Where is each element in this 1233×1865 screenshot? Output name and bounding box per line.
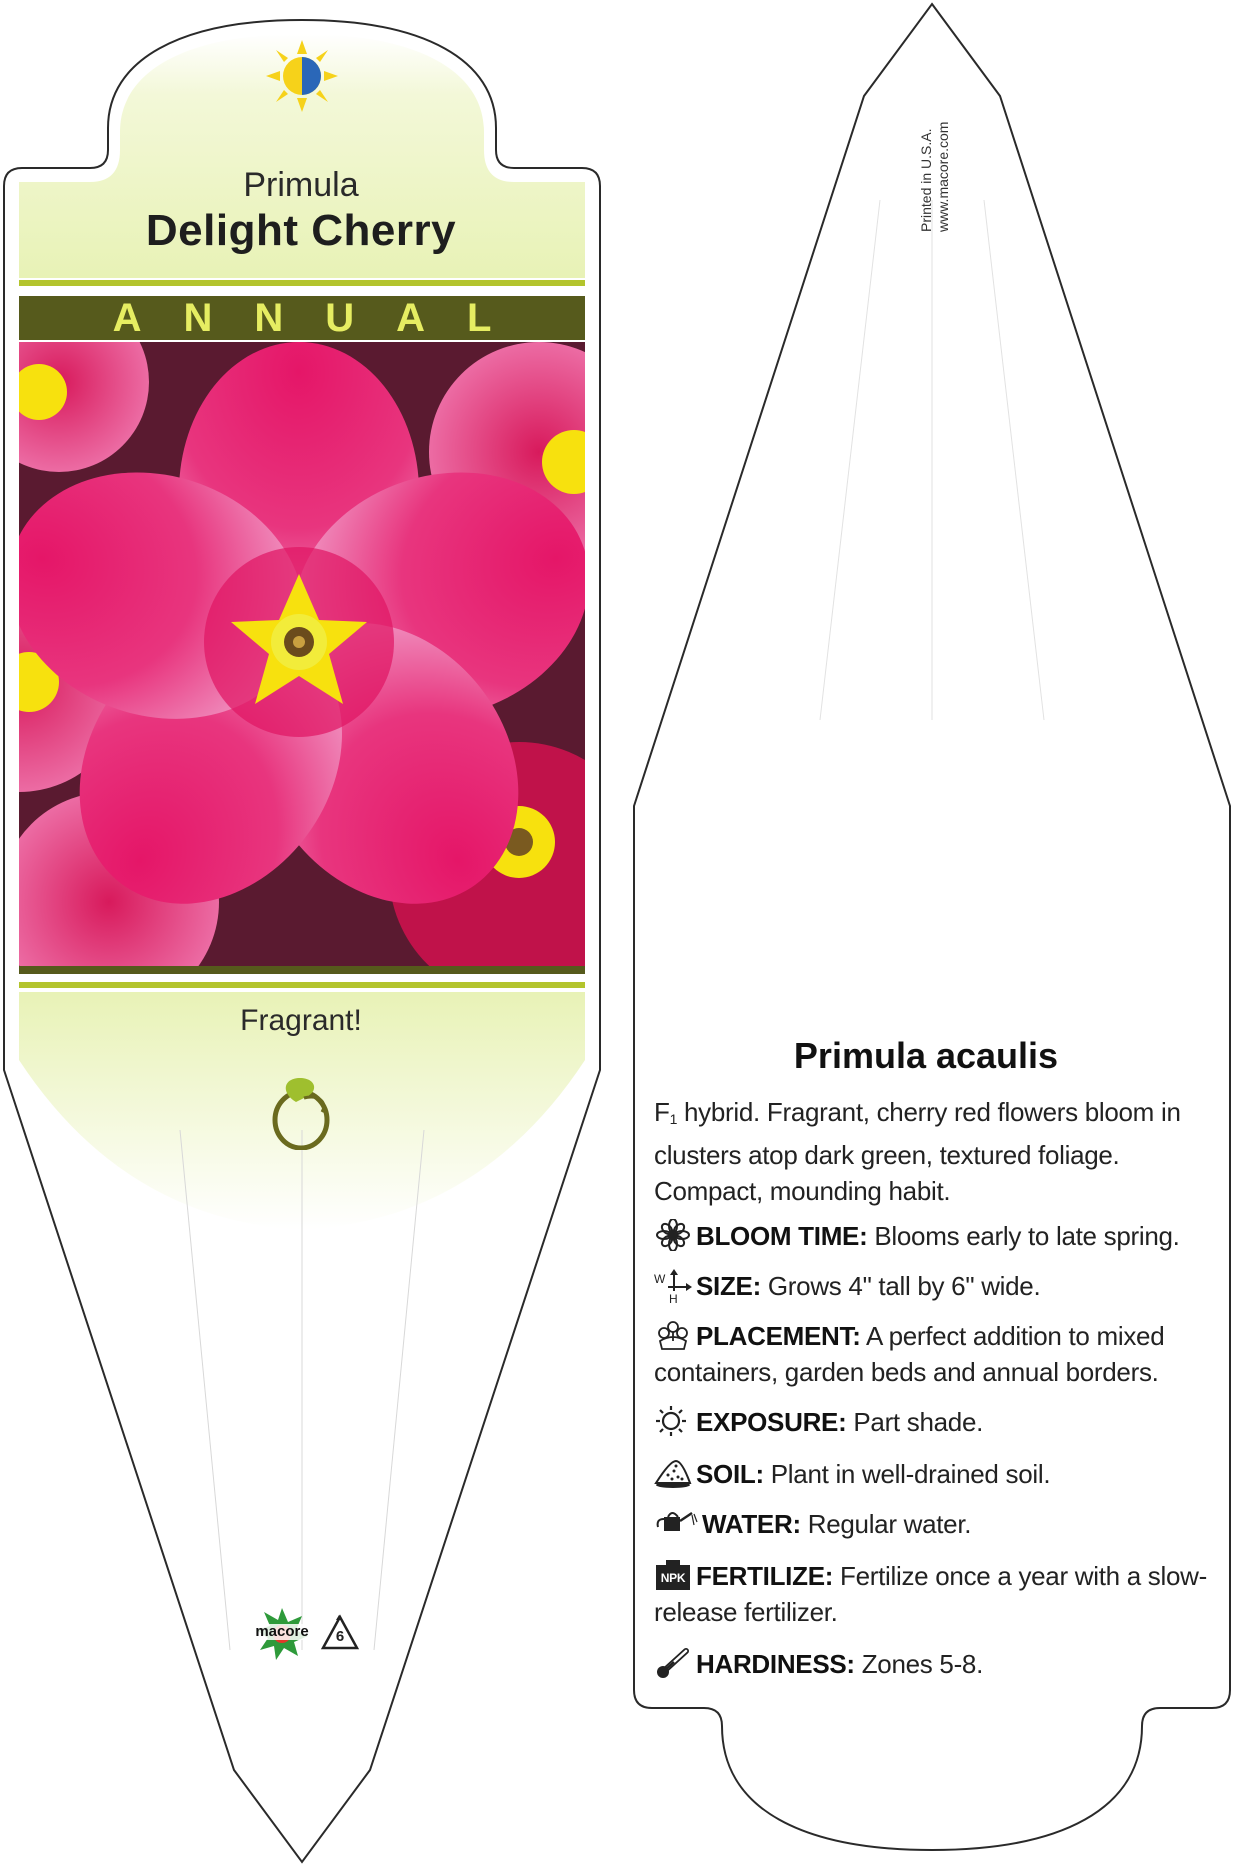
info-size <box>654 1268 1214 1304</box>
soil-icon <box>654 1457 692 1489</box>
placement-icon <box>654 1319 692 1351</box>
watering-can-icon <box>654 1507 698 1539</box>
size-w-label: W <box>654 1272 666 1286</box>
npk-label: NPK <box>660 1571 686 1585</box>
info-hardiness <box>654 1646 1214 1682</box>
size-icon <box>654 1269 692 1306</box>
recycle-code: 6 <box>335 1628 345 1645</box>
feature-text: Fragrant! <box>240 1004 362 1037</box>
info-placement <box>654 1318 1214 1390</box>
part-sun-icon <box>264 38 340 114</box>
bloom-time-text: Blooms early to late spring. <box>867 1221 1180 1251</box>
soil-text: Plant in well-drained soil. <box>763 1459 1051 1489</box>
size-text: Grows 4" tall by 6" wide. <box>760 1271 1041 1301</box>
water-text: Regular water. <box>800 1509 972 1539</box>
size-label: SIZE: <box>696 1271 761 1301</box>
exposure-text: Part shade. <box>846 1407 984 1437</box>
category-label: ANNUAL <box>112 296 534 340</box>
description-prefix: F <box>654 1097 670 1127</box>
accent-line <box>19 280 585 286</box>
fertilize-label: FERTILIZE: <box>696 1561 834 1591</box>
description-text: hybrid. Fragrant, cherry red flowers bloom in clusters atop dark green, textured foliage. Compact, mounding habit. <box>654 1097 1181 1206</box>
flower-icon <box>654 1219 692 1251</box>
size-h-label: H <box>669 1292 678 1306</box>
thermometer-icon <box>654 1647 692 1679</box>
fertilize-text: Fertilize once a year with a slow-release fertilizer. <box>654 1561 1207 1627</box>
water-label: WATER: <box>702 1509 801 1539</box>
fertilizer-icon <box>654 1559 692 1591</box>
printed-note <box>918 122 952 232</box>
printed-line2: www.macore.com <box>935 121 951 232</box>
genus-name: Primula <box>243 166 359 204</box>
soil-label: SOIL: <box>696 1459 764 1489</box>
recycle-icon <box>320 1614 360 1654</box>
brand-logo <box>244 1606 320 1662</box>
info-soil <box>654 1456 1214 1492</box>
sun-icon <box>654 1405 692 1437</box>
description-subscript: 1 <box>669 1111 678 1127</box>
placement-text: A perfect addition to mixed containers, garden beds and annual borders. <box>654 1321 1165 1387</box>
sprout-icon <box>266 1072 336 1150</box>
scientific-name: Primula acaulis <box>793 1035 1059 1076</box>
info-bloom-time <box>654 1218 1214 1254</box>
info-exposure <box>654 1404 1214 1440</box>
cultivar-name: Delight Cherry <box>145 206 457 255</box>
brand-text: macore <box>244 1624 320 1640</box>
hardiness-label: HARDINESS: <box>696 1649 855 1679</box>
bloom-time-label: BLOOM TIME: <box>696 1221 868 1251</box>
exposure-label: EXPOSURE: <box>696 1407 847 1437</box>
info-fertilize <box>654 1558 1214 1630</box>
flower-photo <box>19 342 585 966</box>
printed-line1: Printed in U.S.A. <box>918 128 934 232</box>
hardiness-text: Zones 5-8. <box>854 1649 984 1679</box>
placement-label: PLACEMENT: <box>696 1321 861 1351</box>
description <box>654 1094 1214 1209</box>
info-water <box>654 1506 1214 1542</box>
